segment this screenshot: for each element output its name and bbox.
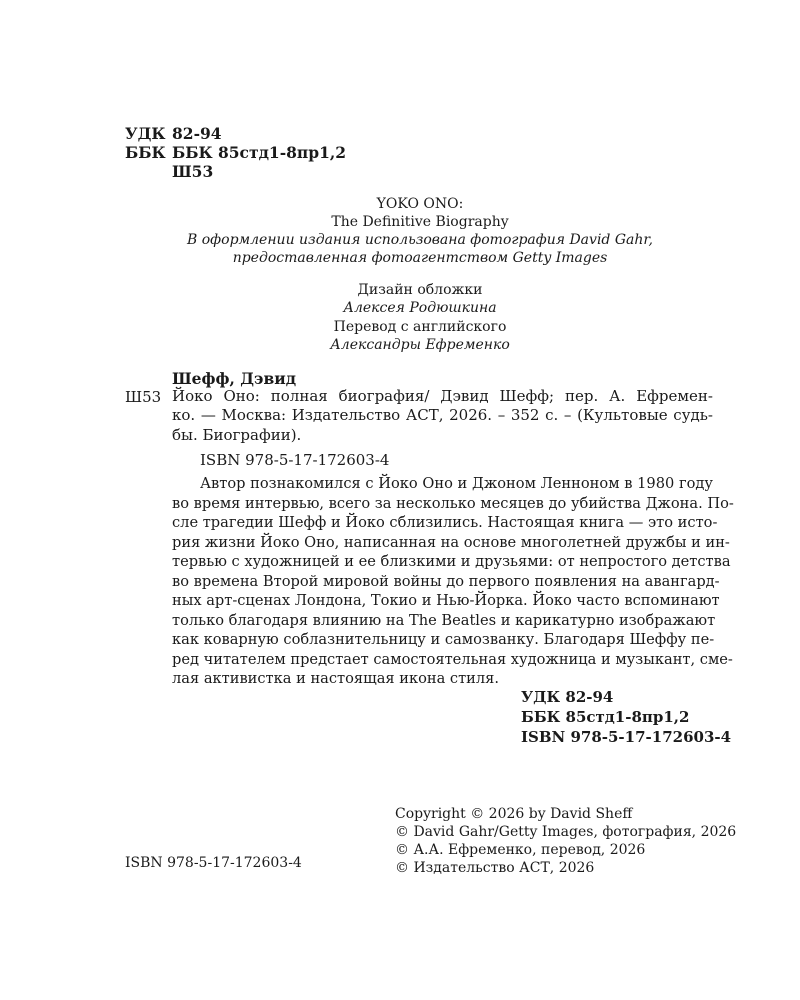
copyright-line-1: Copyright © 2026 by David Sheff — [395, 806, 633, 822]
catalog-line-3: бы. Биографии). — [172, 425, 302, 444]
annotation-line: как коварную соблазнительницу и самозванку. Благодаря Шеффу пе- — [172, 631, 715, 648]
copyright-line-2: © David Gahr/Getty Images, фотография, 2026 — [395, 824, 737, 840]
annotation-line: во времена Второй мировой войны до первого появления на авангард- — [172, 572, 720, 590]
translation-credit — [125, 318, 715, 354]
annotation-line: лая активистка и настоящая икона стиля. — [172, 670, 500, 687]
copyright-line-3: © А.А. Ефременко, перевод, 2026 — [395, 842, 646, 858]
bbk-label: ББК — [125, 143, 166, 162]
photo-note-1: В оформлении издания использована фотография David Gahr, — [187, 232, 653, 248]
copyright-line-4: © Издательство АСТ, 2026 — [395, 860, 595, 876]
annotation-line: во время интервью, всего за несколько месяцев до убийства Джона. По- — [172, 494, 734, 512]
udk-value: 82-94 — [172, 124, 222, 143]
copyright-block — [395, 805, 736, 877]
bottom-isbn: ISBN 978-5-17-172603-4 — [125, 855, 302, 871]
author-mark: Ш53 — [172, 162, 214, 181]
catalog-author-heading: Шефф, Дэвид — [172, 369, 297, 388]
bbk-value: ББК 85стд1-8пр1,2 — [172, 143, 347, 162]
annotation-line: ных арт-сценах Лондона, Токио и Нью-Йорка. Йоко часто вспоминают — [172, 592, 720, 609]
original-subtitle: The Definitive Biography — [331, 214, 509, 230]
codes-block — [521, 687, 731, 747]
design-credit — [125, 281, 715, 317]
udk-row — [125, 124, 222, 143]
annotation-line: сле трагедии Шефф и Йоко сблизились. Настоящая книга — это исто- — [172, 514, 718, 531]
udk-label: УДК — [125, 124, 166, 143]
design-label: Дизайн обложки — [357, 282, 483, 298]
catalog-entry — [172, 387, 713, 407]
original-title: YOKO ONO: — [376, 196, 464, 212]
annotation-line: только благодаря влиянию на The Beatles и карикатурно изображают — [172, 611, 716, 629]
catalog-isbn: ISBN 978-5-17-172603-4 — [200, 451, 390, 469]
original-title-block — [125, 195, 715, 267]
annotation-line: тервью с художницей и ее близкими и друзьями: от непростого детства — [172, 553, 731, 570]
annotation-line: ред читателем предстает самостоятельная художница и музыкант, сме- — [172, 650, 733, 668]
design-name: Алексея Родюшкина — [343, 300, 497, 316]
bbk-row — [125, 143, 346, 162]
catalog-line-1: Йоко Оно: полная биография/ Дэвид Шефф; пер. А. Ефремен- — [172, 387, 713, 405]
codes-bbk: ББК 85стд1-8пр1,2 — [521, 708, 690, 726]
translation-label: Перевод с английского — [333, 319, 507, 335]
annotation-line: рия жизни Йоко Оно, написанная на основе многолетней дружбы и ин- — [172, 533, 730, 551]
annotation-line: Автор познакомился с Йоко Оно и Джоном Ленноном в 1980 году — [200, 475, 713, 492]
annotation — [172, 474, 734, 689]
photo-note-2: предоставленная фотоагентством Getty Images — [232, 250, 608, 266]
translation-name: Александры Ефременко — [330, 337, 510, 353]
catalog-line-2: ко. — Москва: Издательство АСТ, 2026. – 352 с. – (Культовые судь- — [172, 406, 713, 424]
catalog-entry-cont — [172, 406, 713, 445]
catalog-mark: Ш53 — [125, 388, 162, 406]
codes-isbn: ISBN 978-5-17-172603-4 — [521, 728, 732, 746]
codes-udk: УДК 82-94 — [521, 688, 614, 706]
